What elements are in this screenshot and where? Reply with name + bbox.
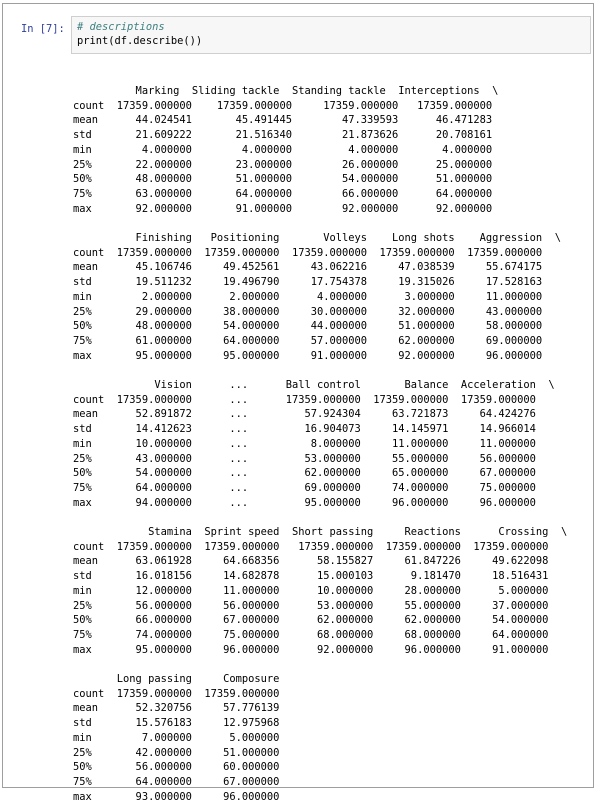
describe-stat-row: count 17359.000000 17359.000000 17359.000000 17359.000000 17359.000000	[73, 540, 549, 553]
describe-header-row: Marking Sliding tackle Standing tackle Interceptions \	[73, 85, 499, 97]
describe-stat-row: 25% 56.000000 56.000000 53.000000 55.000000 37.000000	[73, 599, 549, 612]
describe-block	[73, 84, 567, 216]
describe-header-row: Stamina Sprint speed Short passing Reactions Crossing \	[73, 526, 568, 539]
describe-stat-row: std 21.609222 21.516340 21.873626 20.708161	[73, 129, 493, 142]
describe-stat-row: 75% 64.000000 67.000000	[73, 775, 280, 788]
describe-stat-row: min 2.000000 2.000000 4.000000 3.000000 11.000000	[73, 290, 543, 303]
describe-stat-row: 50% 56.000000 60.000000	[73, 761, 280, 774]
describe-stat-row: max 95.000000 96.000000 92.000000 96.000000 91.000000	[73, 643, 549, 656]
describe-block	[73, 231, 567, 363]
describe-stat-row: mean 45.106746 49.452561 43.062216 47.038539 55.674175	[73, 261, 543, 274]
describe-stat-row: max 93.000000 96.000000	[73, 790, 280, 803]
describe-stat-row: std 14.412623 ... 16.904073 14.145971 14.966014	[73, 423, 536, 436]
block-separator	[73, 657, 567, 672]
describe-stat-row: min 12.000000 11.000000 10.000000 28.000000 5.000000	[73, 584, 549, 597]
describe-stat-row: 25% 29.000000 38.000000 30.000000 32.000000 43.000000	[73, 305, 543, 318]
describe-stat-row: min 7.000000 5.000000	[73, 731, 280, 744]
describe-stat-row: 25% 43.000000 ... 53.000000 55.000000 56.000000	[73, 452, 536, 465]
code-statement: print(df.describe())	[77, 35, 203, 47]
describe-stat-row: std 16.018156 14.682878 15.000103 9.181470 18.516431	[73, 570, 549, 583]
describe-header-row: Long passing Composure	[73, 673, 280, 686]
output-area	[73, 84, 567, 804]
block-separator	[73, 510, 567, 525]
input-prompt: In [7]:	[21, 23, 65, 35]
describe-stat-row: max 92.000000 91.000000 92.000000 92.000000	[73, 202, 493, 215]
describe-stat-row: 50% 54.000000 ... 62.000000 65.000000 67.000000	[73, 467, 536, 480]
code-cell[interactable]	[2, 3, 594, 803]
describe-stat-row: 25% 42.000000 51.000000	[73, 746, 280, 759]
describe-stat-row: 50% 48.000000 54.000000 44.000000 51.000000 58.000000	[73, 320, 543, 333]
describe-stat-row: 25% 22.000000 23.000000 26.000000 25.000000	[73, 158, 493, 171]
describe-stat-row: min 10.000000 ... 8.000000 11.000000 11.000000	[73, 437, 536, 450]
describe-stat-row: max 95.000000 95.000000 91.000000 92.000000 96.000000	[73, 349, 543, 362]
describe-stat-row: std 19.511232 19.496790 17.754378 19.315026 17.528163	[73, 276, 543, 289]
describe-header-row: Finishing Positioning Volleys Long shots Aggression \	[73, 232, 561, 245]
describe-stat-row: mean 44.024541 45.491445 47.339593 46.471283	[73, 114, 493, 127]
describe-stat-row: 75% 61.000000 64.000000 57.000000 62.000000 69.000000	[73, 334, 543, 347]
describe-stat-row: count 17359.000000 17359.000000	[73, 687, 280, 700]
describe-stat-row: count 17359.000000 17359.000000 17359.000000 17359.000000 17359.000000	[73, 246, 543, 259]
describe-stat-row: count 17359.000000 ... 17359.000000 17359.000000 17359.000000	[73, 393, 536, 406]
describe-block	[73, 525, 567, 657]
describe-stat-row: std 15.576183 12.975968	[73, 717, 280, 730]
code-editor[interactable]	[71, 16, 591, 54]
describe-stat-row: max 94.000000 ... 95.000000 96.000000 96.000000	[73, 496, 536, 509]
describe-stat-row: mean 63.061928 64.668356 58.155827 61.847226 49.622098	[73, 555, 549, 568]
describe-stat-row: 50% 48.000000 51.000000 54.000000 51.000000	[73, 173, 493, 186]
describe-block	[73, 378, 567, 510]
describe-stat-row: 50% 66.000000 67.000000 62.000000 62.000000 54.000000	[73, 614, 549, 627]
describe-stat-row: min 4.000000 4.000000 4.000000 4.000000	[73, 143, 493, 156]
describe-stat-row: 75% 74.000000 75.000000 68.000000 68.000000 64.000000	[73, 628, 549, 641]
describe-stat-row: 75% 64.000000 ... 69.000000 74.000000 75.000000	[73, 481, 536, 494]
describe-stat-row: mean 52.891872 ... 57.924304 63.721873 64.424276	[73, 408, 536, 421]
describe-header-row: Vision ... Ball control Balance Acceleration \	[73, 379, 555, 392]
describe-block	[73, 672, 567, 804]
describe-stat-row: 75% 63.000000 64.000000 66.000000 64.000000	[73, 187, 493, 200]
code-comment: # descriptions	[77, 21, 165, 33]
block-separator	[73, 216, 567, 231]
block-separator	[73, 363, 567, 378]
describe-stat-row: mean 52.320756 57.776139	[73, 702, 280, 715]
describe-stat-row: count 17359.000000 17359.000000 17359.000000 17359.000000	[73, 99, 493, 112]
